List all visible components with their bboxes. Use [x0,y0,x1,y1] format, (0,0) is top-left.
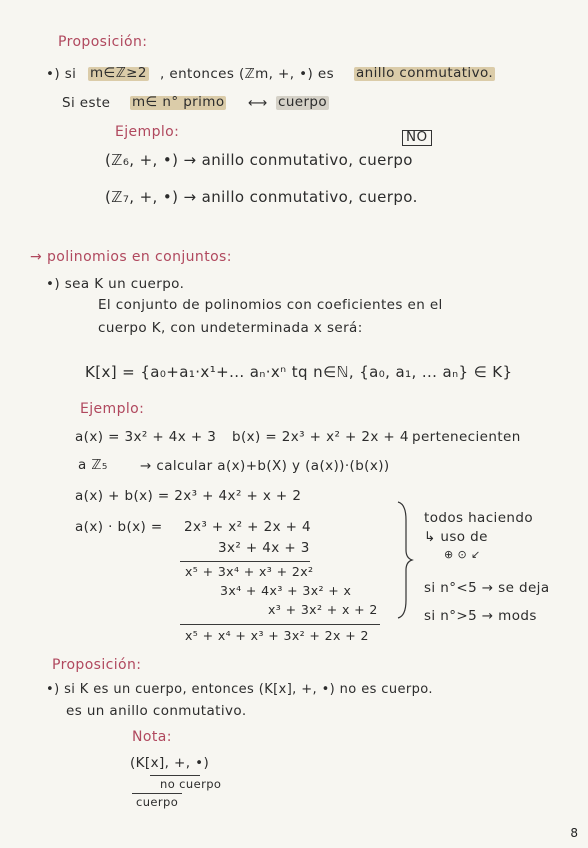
note-use-of: ↳ uso de [424,529,488,545]
product-result: x⁵ + x⁴ + x³ + 3x² + 2x + 2 [185,628,369,643]
note-all-doing: todos haciendo [424,510,533,526]
example-z7: (ℤ₇, +, •) → anillo conmutativo, cuerpo. [105,188,418,206]
iff-arrow: ⟷ [248,95,268,111]
note-not-field: no cuerpo [160,777,222,791]
multiplicand: 2x³ + x² + 2x + 4 [184,519,312,535]
example-title-1: Ejemplo: [115,124,180,140]
proposition-title-1: Proposición: [58,34,148,50]
example-title-2: Ejemplo: [80,401,145,417]
note-less-than-5: si n°<5 → se deja [424,580,550,596]
let-field-text: •) sea K un cuerpo. [46,276,185,292]
if-this-text: Si este [62,95,111,111]
ring-highlight: anillo conmutativo. [356,65,494,81]
mult-line-2 [180,624,380,625]
prime-highlight: m∈ n° primo [132,94,225,110]
mult-line-1 [180,561,310,562]
definition-line-2: cuerpo K, con undeterminada x será: [98,320,363,336]
note-title: Nota: [132,729,172,745]
polynomials-title: → polinomios en conjuntos: [30,249,232,265]
then-text: , entonces (ℤm, +, •) es [160,66,335,82]
proposition-line-1: •) si K es un cuerpo, entonces (K[x], +, •) no es cuerpo. [46,682,433,697]
partial-product-2: 3x⁴ + 4x³ + 3x² + x [220,583,352,598]
note-underline-1 [150,775,200,776]
example-z6: (ℤ₆, +, •) → anillo conmutativo, cuerpo [105,151,413,169]
page-number: 8 [570,826,578,840]
definition-line-1: El conjunto de polinomios con coeficientes en el [98,297,443,313]
proposition-title-2: Proposición: [52,657,142,673]
condition-highlight: m∈ℤ≥2 [90,65,147,81]
sum-result: a(x) + b(x) = 2x³ + 4x² + x + 2 [75,488,302,504]
curly-brace [394,500,414,620]
bullet-if: •) si [46,66,77,82]
product-label: a(x) · b(x) = [75,519,163,535]
note-operators: ⊕ ⊙ ↙ [444,548,481,561]
multiplier: 3x² + 4x + 3 [218,540,310,556]
note-field: cuerpo [136,795,179,809]
calculate-text: → calcular a(x)+b(X) y (a(x))·(b(x)) [140,458,390,474]
polynomial-b: b(x) = 2x³ + x² + 2x + 4 [232,429,409,445]
no-box: NO [402,130,432,146]
proposition-line-2: es un anillo conmutativo. [66,703,247,719]
z5-label: a ℤ₅ [78,457,108,473]
field-highlight: cuerpo [278,94,328,110]
note-structure: (K[x], +, •) [130,755,210,771]
partial-product-3: x³ + 3x² + x + 2 [268,602,378,617]
note-underline-2 [132,793,182,794]
partial-product-1: x⁵ + 3x⁴ + x³ + 2x² [185,564,314,579]
polynomial-ring-formula: K[x] = {a₀+a₁·x¹+... aₙ·xⁿ tq n∈ℕ, {a₀, a₁, ... aₙ} ∈ K} [85,363,513,381]
note-greater-than-5: si n°>5 → mods [424,608,537,624]
polynomial-a: a(x) = 3x² + 4x + 3 [75,429,217,445]
belonging-text: pertenecienten [412,429,521,445]
